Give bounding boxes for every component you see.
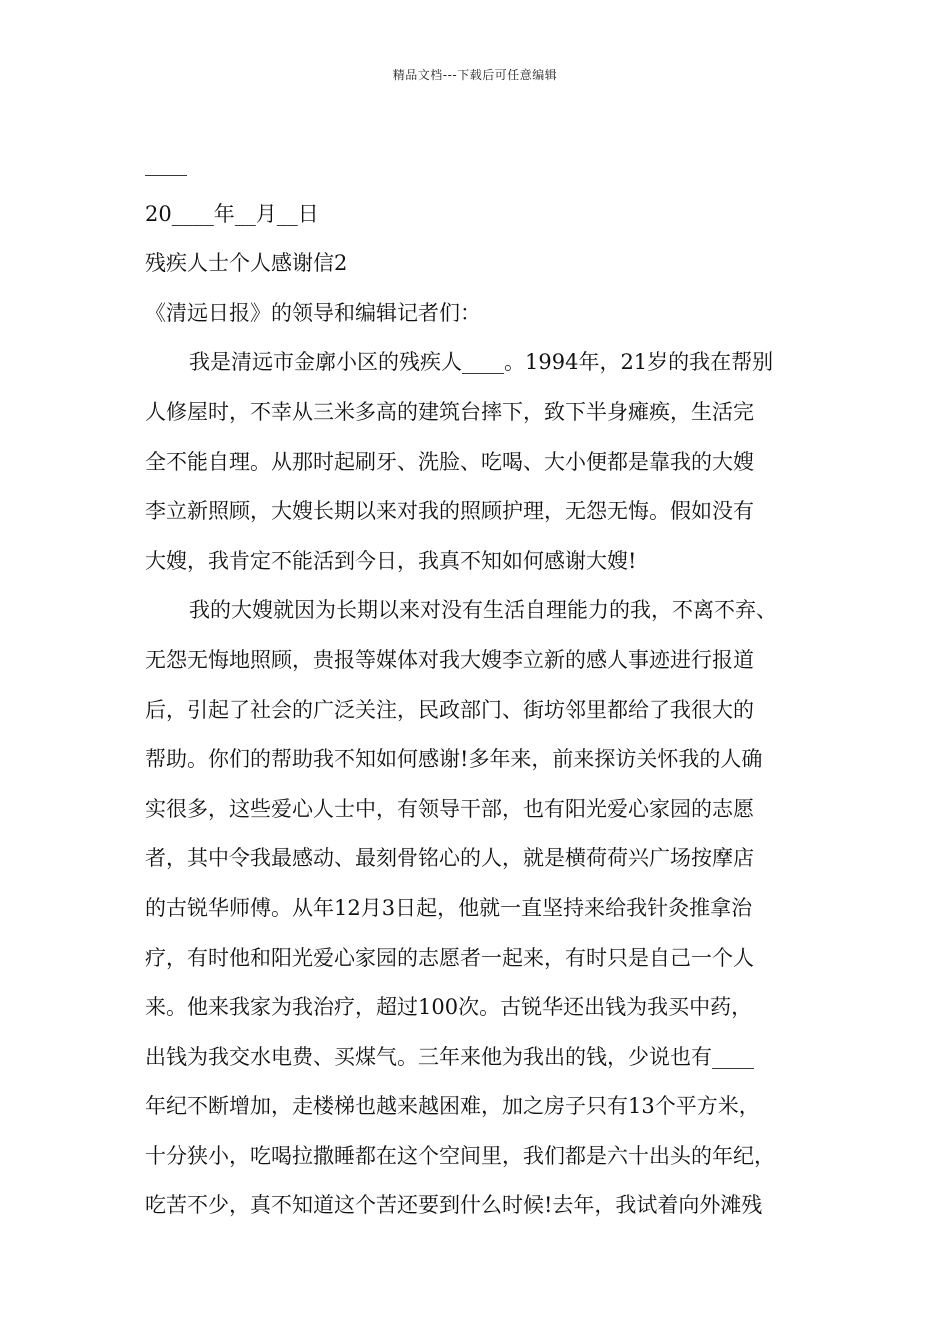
paragraph-line: 李立新照顾，大嫂长期以来对我的照顾护理，无怨无悔。假如没有: [145, 499, 754, 524]
paragraph-line: 我的大嫂就因为长期以来对没有生活自理能力的我，不离不弃、: [189, 598, 777, 623]
letter-title: 残疾人士个人感谢信2: [145, 251, 348, 276]
paragraph-line: 后，引起了社会的广泛关注，民政部门、街坊邻里都给了我很大的: [145, 697, 754, 722]
document-body: [145, 140, 810, 1231]
paragraph-line: 实很多，这些爱心人士中，有领导干部，也有阳光爱心家园的志愿: [145, 796, 754, 821]
salutation: 《清远日报》的领导和编辑记者们：: [145, 300, 481, 325]
paragraph-line: 十分狭小，吃喝拉撒睡都在这个空间里，我们都是六十出头的年纪，: [145, 1143, 775, 1168]
paragraph-line: 无怨无悔地照顾，贵报等媒体对我大嫂李立新的感人事迹进行报道: [145, 647, 754, 672]
paragraph-line: 全不能自理。从那时起刷牙、洗脸、吃喝、大小便都是靠我的大嫂: [145, 449, 754, 474]
paragraph-line: 疗，有时他和阳光爱心家园的志愿者一起来，有时只是自己一个人: [145, 945, 754, 970]
paragraph-line: 帮助。你们的帮助我不知如何感谢!多年来，前来探访关怀我的人确: [145, 747, 763, 772]
paragraph-line: 的古锐华师傅。从年12月3日起，他就一直坚持来给我针灸推拿治: [145, 895, 753, 920]
paragraph-2: [145, 586, 810, 1231]
paragraph-line: 者，其中令我最感动、最刻骨铭心的人，就是横荷荷兴广场按摩店: [145, 846, 754, 871]
paragraph-line: 来。他来我家为我治疗，超过100次。古锐华还出钱为我买中药，: [145, 995, 753, 1020]
signature-blank: ____: [145, 152, 187, 176]
paragraph-line: 大嫂，我肯定不能活到今日，我真不知如何感谢大嫂!: [145, 548, 637, 573]
paragraph-line: 我是清远市金廓小区的残疾人____。1994年，21岁的我在帮别: [189, 350, 774, 375]
page-header: 精品文档---下载后可任意编辑: [392, 68, 558, 82]
paragraph-1: [145, 338, 810, 586]
paragraph-line: 年纪不断增加，走楼梯也越来越困难，加之房子只有13个平方米，: [145, 1094, 760, 1119]
paragraph-line: 吃苦不少，真不知道这个苦还要到什么时候!去年，我试着向外滩残: [145, 1193, 763, 1218]
paragraph-line: 人修屋时，不幸从三米多高的建筑台摔下，致下半身瘫痪，生活完: [145, 399, 754, 424]
paragraph-line: 出钱为我交水电费、买煤气。三年来他为我出的钱，少说也有____: [145, 1044, 754, 1069]
date-line: 20____年__月__日: [145, 201, 319, 226]
